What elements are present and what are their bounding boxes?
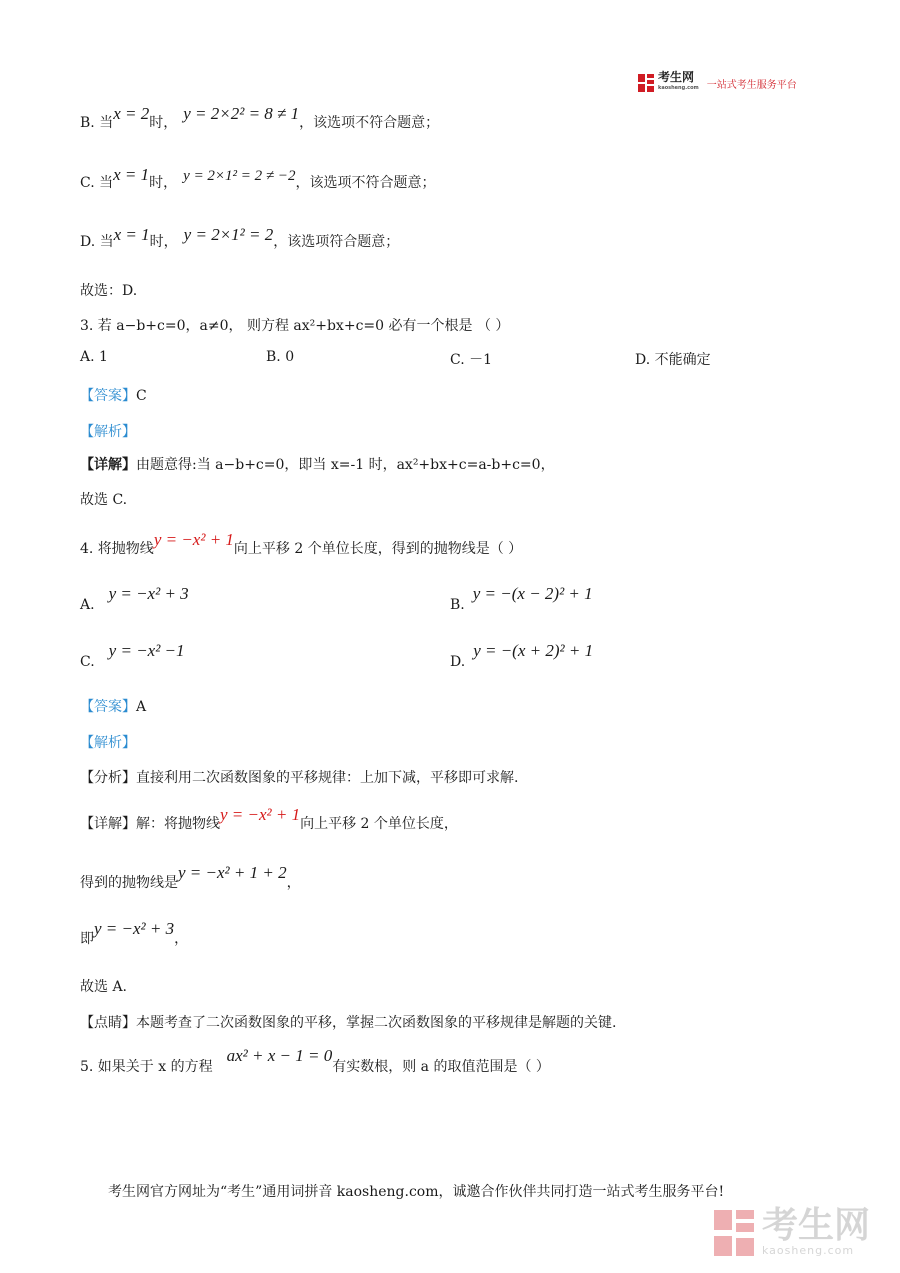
q2-option-d-line [80, 225, 400, 251]
text: 4. 将抛物线 [80, 541, 154, 557]
text: ，该选项不符合题意； [295, 175, 436, 191]
option-label: C. [80, 654, 95, 670]
q4-conclusion: 故选 A. [80, 979, 128, 995]
q2-option-b-line [80, 104, 440, 132]
q3-conclusion: 故选 C. [80, 492, 128, 508]
text: ，该选项不符合题意； [299, 115, 440, 131]
answer-value: A [136, 699, 147, 715]
q4-step2 [80, 919, 189, 948]
answer-tag: 【答案】 [80, 699, 136, 715]
text: 向上平移 2 个单位长度， [300, 816, 458, 832]
option-label: A. [80, 597, 95, 613]
footer-text: 考生网官方网址为“考生”通用词拼音 kaosheng.com，诚邀合作伙伴共同打造一站式考生服务平台! [108, 1184, 725, 1200]
math-expr: y = −x² + 1 [153, 530, 234, 549]
text: 向上平移 2 个单位长度，得到的抛物线是（ ） [233, 541, 523, 557]
math-expr: x = 1 [113, 165, 150, 184]
math-expr: y = −x² + 1 + 2 [178, 863, 287, 882]
text: 时， [149, 115, 178, 131]
header-logo [638, 72, 797, 94]
q3-detail [80, 454, 555, 474]
q2-conclusion: 故选：D. [80, 283, 138, 299]
q4-option-d [450, 641, 594, 671]
q3-option-c: C. －1 [450, 352, 493, 368]
q3-option-d: D. 不能确定 [635, 352, 711, 368]
answer-value: C [136, 388, 147, 404]
q4-detail [80, 805, 458, 833]
q3-stem: 3. 若 a−b+c=0，a≠0， 则方程 ax²+bx+c=0 必有一个根是 （ ） [80, 318, 510, 334]
math-expr: y = −x² −1 [108, 641, 185, 660]
detail-text: 由题意得:当 a−b+c=0，即当 x=-1 时，ax²+bx+c=a-b+c=0， [136, 457, 555, 473]
text: B. 当 [80, 115, 114, 131]
logo-wordmark: 考生网 kaosheng.com [658, 70, 699, 91]
q4-stem [80, 530, 523, 558]
kaosheng-logo-icon [638, 74, 654, 92]
q4-answer [80, 696, 146, 716]
q3-option-b: B. 0 [266, 349, 295, 365]
math-expr: y = −(x + 2)² + 1 [473, 641, 594, 660]
text: 时， [149, 234, 178, 250]
q4-comment: 【点睛】本题考查了二次函数图象的平移，掌握二次函数图象的平移规律是解题的关键. [80, 1015, 617, 1031]
text: 时， [149, 175, 178, 191]
answer-tag: 【答案】 [80, 388, 136, 404]
math-expr: y = −x² + 1 [220, 805, 301, 824]
q4-step1 [80, 863, 301, 892]
text: 即 [80, 931, 94, 947]
watermark [714, 1205, 871, 1257]
text: ，该选项符合题意； [273, 234, 400, 250]
q4-analyze: 【分析】直接利用二次函数图象的平移规律：上加下减，平移即可求解. [80, 770, 519, 786]
watermark-name: 考生网 [762, 1205, 871, 1246]
text: 有实数根，则 a 的取值范围是（ ） [332, 1059, 550, 1075]
math-expr: y = −x² + 3 [108, 584, 189, 603]
watermark-domain: kaosheng.com [762, 1244, 855, 1257]
math-expr: x = 1 [113, 225, 150, 244]
option-label: B. [450, 597, 465, 613]
math-expr: y = 2×1² = 2 ≠ −2 [183, 168, 296, 184]
q4-option-a [80, 584, 189, 614]
text: C. 当 [80, 175, 114, 191]
math-expr: x = 2 [113, 104, 150, 123]
math-expr: y = 2×1² = 2 [183, 225, 274, 244]
header-slogan: 一站式考生服务平台 [706, 79, 797, 91]
q4-analysis-tag: 【解析】 [80, 735, 136, 751]
q3-answer [80, 385, 147, 405]
math-expr: ax² + x − 1 = 0 [226, 1046, 333, 1065]
q3-analysis-tag: 【解析】 [80, 424, 136, 440]
q4-option-b [450, 584, 593, 614]
text: ， [174, 931, 189, 947]
math-expr: y = −(x − 2)² + 1 [472, 584, 593, 603]
math-expr: y = 2×2² = 8 ≠ 1 [183, 104, 300, 123]
kaosheng-watermark-icon [714, 1210, 756, 1256]
q5-stem [80, 1046, 550, 1076]
text: ， [286, 875, 301, 891]
option-label: D. [450, 654, 466, 670]
q2-option-c-line [80, 165, 436, 192]
text: 【详解】解：将抛物线 [80, 816, 220, 832]
text: 得到的抛物线是 [80, 875, 178, 891]
q4-option-c [80, 641, 185, 671]
math-expr: y = −x² + 3 [94, 919, 175, 938]
watermark-wordmark [762, 1205, 871, 1257]
text: 5. 如果关于 x 的方程 [80, 1059, 213, 1075]
text: D. 当 [80, 234, 114, 250]
q3-option-a: A. 1 [80, 349, 108, 365]
detail-tag: 【详解】 [80, 457, 136, 473]
